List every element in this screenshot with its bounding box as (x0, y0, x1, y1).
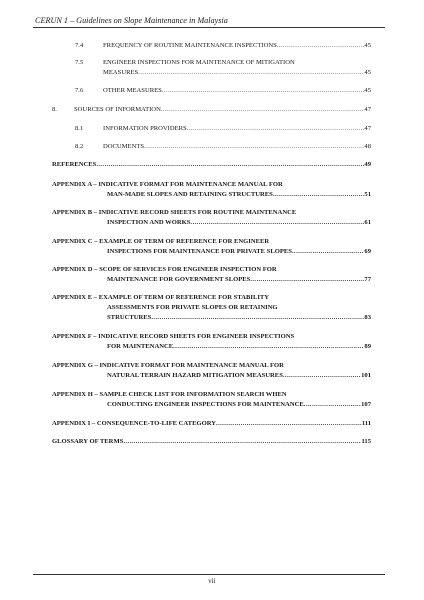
leader-dots (151, 313, 364, 323)
toc-entry[interactable] (75, 124, 371, 134)
toc-entry-label: APPENDIX B – INDICATIVE RECORD SHEETS FOR ROUTINE MAINTENANCE (52, 209, 297, 216)
toc-entry[interactable] (75, 58, 371, 68)
leader-dots (138, 68, 364, 78)
toc-entry-label: CONDUCTING ENGINEER INSPECTIONS FOR MAINTENANCE (107, 401, 304, 408)
toc-entry-number: 8. (52, 106, 57, 113)
toc-entry-label: FREQUENCY OF ROUTINE MAINTENANCE INSPECTIONS (103, 42, 277, 49)
toc-entry-label: INSPECTIONS FOR MAINTENANCE FOR PRIVATE SLOPES (107, 248, 292, 255)
toc-entry-label: APPENDIX I – CONSEQUENCE-TO-LIFE CATEGORY (52, 420, 217, 427)
toc-entry-label: APPENDIX G – INDICATIVE FORMAT FOR MAINTENANCE MANUAL FOR (52, 362, 284, 369)
leader-dots (190, 218, 364, 228)
toc-entry-label: APPENDIX D – SCOPE OF SERVICES FOR ENGINEER INSPECTION FOR (52, 266, 277, 273)
toc-entry[interactable] (52, 265, 371, 275)
toc-entry[interactable] (75, 142, 371, 152)
leader-dots (273, 190, 365, 200)
toc-entry-label: APPENDIX H – SAMPLE CHECK LIST FOR INFORMATION SEARCH WHEN (52, 391, 287, 398)
toc-entry-continuation[interactable] (107, 342, 371, 352)
toc-entry-label: ASSESSMENTS FOR PRIVATE SLOPES OR RETAINING (107, 304, 278, 311)
toc-entry-page: 47 (364, 106, 371, 113)
footer-rule (33, 574, 385, 575)
toc-entry-page: 77 (364, 276, 371, 283)
toc-entry-continuation[interactable] (107, 218, 371, 228)
toc-entry[interactable] (52, 332, 371, 342)
toc-entry-number: 8.2 (75, 143, 84, 150)
leader-dots (162, 86, 365, 96)
toc-entry-number: 7.4 (75, 42, 84, 49)
toc-entry-label: FOR MAINTENANCE (107, 343, 174, 350)
toc-entry-label: APPENDIX E – EXAMPLE OF TERM OF REFERENCE FOR STABILITY (52, 294, 270, 301)
toc-entry-page: 115 (361, 438, 371, 445)
toc-entry-page: 49 (364, 161, 371, 168)
toc-entry-page: 45 (364, 42, 371, 49)
leader-dots (277, 41, 365, 51)
toc-entry-continuation[interactable] (107, 303, 371, 313)
toc-entry-number: 8.1 (75, 125, 84, 132)
toc-entry-page: 61 (364, 219, 371, 226)
leader-dots (96, 160, 364, 170)
toc-entry-label: APPENDIX C – EXAMPLE OF TERM OF REFERENCE FOR ENGINEER (52, 238, 270, 245)
toc-entry-page: 69 (364, 248, 371, 255)
leader-dots (283, 371, 361, 381)
toc-entry-continuation[interactable] (107, 313, 371, 323)
toc-entry-label: MAINTENANCE FOR GOVERNMENT SLOPES (107, 276, 251, 283)
running-header: CERUN 1 – Guidelines on Slope Maintenance in Malaysia (35, 16, 228, 25)
toc-entry-page: 45 (364, 69, 371, 76)
toc-entry-label: OTHER MEASURES (103, 87, 162, 94)
toc-entry[interactable] (52, 293, 371, 303)
toc-entry-page: 51 (364, 191, 371, 198)
toc-entry-continuation[interactable] (107, 190, 371, 200)
toc-entry-continuation[interactable] (107, 247, 371, 257)
toc-entry-label: INSPECTION AND WORKS (107, 219, 191, 226)
leader-dots (250, 275, 364, 285)
leader-dots (304, 400, 361, 410)
toc-entry-label: NATURAL TERRAIN HAZARD MITIGATION MEASURES (107, 372, 283, 379)
toc-entry-page: 83 (364, 314, 371, 321)
toc-entry-page: 45 (364, 87, 371, 94)
toc-entry-label: REFERENCES (52, 161, 97, 168)
toc-entry-label: STRUCTURES (107, 314, 152, 321)
leader-dots (123, 437, 361, 447)
toc-entry-number: 7.5 (75, 59, 84, 66)
toc-entry-continuation[interactable] (107, 400, 371, 410)
toc-entry[interactable] (52, 361, 371, 371)
toc-entry-continuation[interactable] (103, 68, 371, 78)
toc-entry[interactable] (75, 41, 371, 51)
toc-entry[interactable] (52, 237, 371, 247)
toc-entry[interactable] (52, 390, 371, 400)
toc-entry-label: MEASURES (103, 69, 139, 76)
toc-entry-continuation[interactable] (107, 275, 371, 285)
leader-dots (161, 105, 365, 115)
toc-entry-label: ENGINEER INSPECTIONS FOR MAINTENANCE OF MITIGATION (103, 59, 295, 66)
toc-entry-label: MAN-MADE SLOPES AND RETAINING STRUCTURES (107, 191, 273, 198)
toc-entry[interactable] (52, 419, 371, 429)
leader-dots (144, 142, 364, 152)
toc-entry-number: 7.6 (75, 87, 84, 94)
toc-entry-label: GLOSSARY OF TERMS (52, 438, 124, 445)
toc-entry-page: 107 (361, 401, 371, 408)
toc-entry-label: DOCUMENTS (103, 143, 145, 150)
leader-dots (292, 247, 364, 257)
leader-dots (216, 419, 362, 429)
toc-entry-label: INFORMATION PROVIDERS (103, 125, 187, 132)
toc-entry[interactable] (52, 208, 371, 218)
toc-entry-label: SOURCES OF INFORMATION (74, 106, 161, 113)
toc-entry-page: 101 (361, 372, 371, 379)
toc-entry[interactable] (52, 437, 371, 447)
toc-entry-page: 48 (364, 143, 371, 150)
toc-entry-page: 111 (361, 420, 371, 427)
toc-entry[interactable] (52, 105, 371, 115)
page-number: vii (208, 577, 216, 585)
leader-dots (187, 124, 365, 134)
toc-entry-continuation[interactable] (107, 371, 371, 381)
toc-entry-label: APPENDIX A – INDICATIVE FORMAT FOR MAINTENANCE MANUAL FOR (52, 181, 283, 188)
toc-entry-page: 89 (364, 343, 371, 350)
toc-entry[interactable] (52, 160, 371, 170)
leader-dots (173, 342, 364, 352)
toc-entry[interactable] (52, 180, 371, 190)
toc-entry-label: APPENDIX F – INDICATIVE RECORD SHEETS FOR ENGINEER INSPECTIONS (52, 333, 295, 340)
toc-entry-page: 47 (364, 125, 371, 132)
toc-entry[interactable] (75, 86, 371, 96)
